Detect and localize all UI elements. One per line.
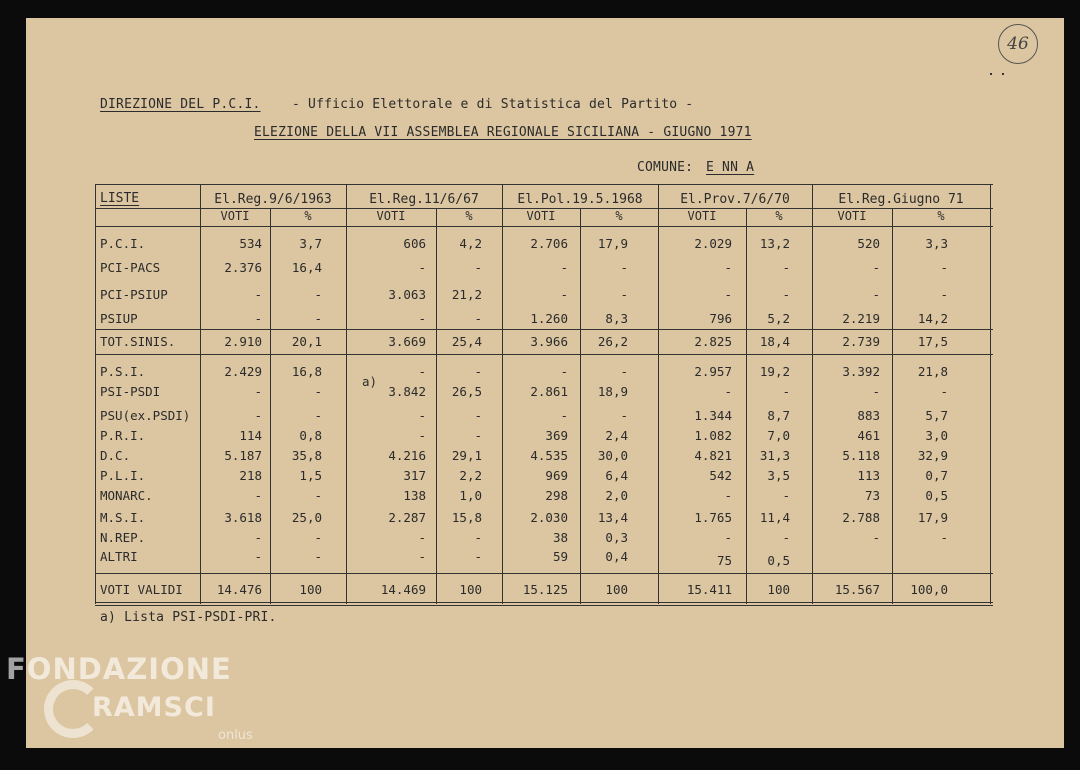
pct-cell: 0,5	[767, 553, 790, 568]
row-label: P.R.I.	[100, 428, 146, 443]
row-label: P.C.I.	[100, 236, 146, 251]
sub-header-voti: VOTI	[220, 209, 250, 223]
pct-cell: 19,2	[759, 364, 790, 379]
votes-cell: 606	[403, 236, 426, 251]
pct-cell: -	[620, 408, 628, 423]
votes-cell: -	[560, 260, 568, 275]
header-election-title: ELEZIONE DELLA VII ASSEMBLEA REGIONALE SICILIANA - GIUGNO 1971	[254, 125, 752, 140]
row-label: MONARC.	[100, 488, 153, 503]
pct-cell: 6,4	[605, 468, 628, 483]
pct-cell: 2,2	[459, 468, 482, 483]
votes-cell: 2.029	[694, 236, 732, 251]
votes-cell: -	[724, 384, 732, 399]
votes-cell: -	[418, 364, 426, 379]
votes-cell: -	[872, 287, 880, 302]
pct-cell: 31,3	[759, 448, 790, 463]
votes-cell: -	[724, 530, 732, 545]
votes-cell: -	[254, 488, 262, 503]
table-right-border	[990, 184, 991, 604]
votes-cell: 2.287	[388, 510, 426, 525]
pct-cell: -	[782, 384, 790, 399]
votes-cell: 5.187	[224, 448, 262, 463]
pct-cell: 100	[299, 582, 322, 597]
pct-cell: -	[940, 260, 948, 275]
sub-header-voti: VOTI	[687, 209, 717, 223]
row-label: N.REP.	[100, 530, 146, 545]
votes-cell: 534	[239, 236, 262, 251]
votes-cell: -	[872, 384, 880, 399]
pct-cell: -	[474, 260, 482, 275]
votes-cell: 218	[239, 468, 262, 483]
votes-cell: 2.788	[842, 510, 880, 525]
votes-cell: 1.260	[530, 311, 568, 326]
votes-cell: -	[418, 408, 426, 423]
votes-cell: 75	[716, 553, 732, 568]
table-top-rule	[95, 184, 993, 185]
votes-cell: 2.706	[530, 236, 568, 251]
votes-cell: -	[560, 408, 568, 423]
pct-cell: 0,5	[925, 488, 948, 503]
pct-cell: 16,8	[291, 364, 322, 379]
pct-cell: 21,8	[917, 364, 948, 379]
votes-cell: 796	[709, 311, 732, 326]
pct-cell: -	[314, 408, 322, 423]
votes-cell: -	[872, 260, 880, 275]
pct-cell: 11,4	[759, 510, 790, 525]
pct-cell: -	[620, 287, 628, 302]
header-org: DIREZIONE DEL P.C.I.	[100, 97, 261, 112]
pct-cell: 29,1	[451, 448, 482, 463]
pct-cell: -	[314, 530, 322, 545]
sub-header-pct: %	[304, 209, 312, 223]
pct-cell: 16,4	[291, 260, 322, 275]
pct-cell: 1,0	[459, 488, 482, 503]
pct-cell: 100	[459, 582, 482, 597]
votes-cell: 969	[545, 468, 568, 483]
votes-cell: -	[724, 287, 732, 302]
table-left-border	[95, 184, 96, 604]
pct-cell: 100	[767, 582, 790, 597]
votes-cell: -	[254, 287, 262, 302]
votes-cell: 461	[857, 428, 880, 443]
pct-cell: -	[782, 260, 790, 275]
sub-header-voti: VOTI	[526, 209, 556, 223]
pct-cell: 5,7	[925, 408, 948, 423]
row-label: PSIUP	[100, 311, 138, 326]
pct-cell: 4,2	[459, 236, 482, 251]
votes-cell: 2.219	[842, 311, 880, 326]
pct-cell: 0,8	[299, 428, 322, 443]
pct-cell: -	[314, 287, 322, 302]
pct-cell: -	[474, 311, 482, 326]
row-label: ALTRI	[100, 549, 138, 564]
election-header-4: El.Prov.7/6/70	[680, 192, 790, 207]
votes-cell: 38	[552, 530, 568, 545]
votes-cell: 2.910	[224, 334, 262, 349]
subheader-rule	[95, 226, 993, 227]
pct-cell: 18,9	[597, 384, 628, 399]
votes-cell: 5.118	[842, 448, 880, 463]
votes-cell: 2.861	[530, 384, 568, 399]
pct-cell: -	[620, 260, 628, 275]
votes-cell: 1.765	[694, 510, 732, 525]
note-marker: a)	[362, 374, 378, 389]
pct-cell: 3,3	[925, 236, 948, 251]
pct-cell: 7,0	[767, 428, 790, 443]
pct-cell: 0,4	[605, 549, 628, 564]
votes-cell: -	[418, 530, 426, 545]
sub-header-pct: %	[615, 209, 623, 223]
votes-cell: -	[418, 260, 426, 275]
row-label: M.S.I.	[100, 510, 146, 525]
votes-cell: 298	[545, 488, 568, 503]
pct-cell: -	[940, 530, 948, 545]
pct-cell: 3,5	[767, 468, 790, 483]
pct-cell: 26,5	[451, 384, 482, 399]
pct-cell: 17,9	[597, 236, 628, 251]
watermark-line2: RAMSCI	[92, 692, 216, 723]
votes-cell: 3.392	[842, 364, 880, 379]
votes-cell: 4.535	[530, 448, 568, 463]
pct-cell: 8,3	[605, 311, 628, 326]
pct-cell: 2,4	[605, 428, 628, 443]
row-label: PSU(ex.PSDI)	[100, 408, 191, 423]
votes-cell: 369	[545, 428, 568, 443]
pct-cell: -	[620, 364, 628, 379]
votes-cell: 14.469	[380, 582, 426, 597]
row-label: VOTI VALIDI	[100, 582, 183, 597]
pct-cell: 30,0	[597, 448, 628, 463]
row-label: TOT.SINIS.	[100, 334, 176, 349]
watermark-line3: onlus	[218, 728, 253, 743]
sub-header-voti: VOTI	[837, 209, 867, 223]
row-label: PCI-PSIUP	[100, 287, 168, 302]
votes-cell: 138	[403, 488, 426, 503]
pct-cell: 14,2	[917, 311, 948, 326]
sub-header-voti: VOTI	[376, 209, 406, 223]
votes-cell: -	[254, 311, 262, 326]
votes-cell: 2.429	[224, 364, 262, 379]
votes-cell: 2.739	[842, 334, 880, 349]
pct-cell: 3,7	[299, 236, 322, 251]
votes-cell: -	[418, 549, 426, 564]
votes-cell: -	[254, 384, 262, 399]
election-header-2: El.Reg.11/6/67	[369, 192, 479, 207]
pct-cell: 25,0	[291, 510, 322, 525]
votes-cell: 15.125	[522, 582, 568, 597]
pct-cell: -	[314, 549, 322, 564]
sub-header-pct: %	[465, 209, 473, 223]
votes-cell: 1.344	[694, 408, 732, 423]
election-header-1: El.Reg.9/6/1963	[214, 192, 332, 207]
pct-cell: 21,2	[451, 287, 482, 302]
pct-cell: 100	[605, 582, 628, 597]
header-office: - Ufficio Elettorale e di Statistica del Partito -	[292, 97, 694, 112]
page-number-circle: 46	[998, 24, 1038, 64]
pct-cell: -	[474, 549, 482, 564]
watermark-line1: FONDAZIONE	[6, 652, 232, 686]
votes-cell: 3.669	[388, 334, 426, 349]
pct-cell: -	[940, 384, 948, 399]
votes-cell: -	[724, 488, 732, 503]
votes-cell: 114	[239, 428, 262, 443]
votes-cell: 113	[857, 468, 880, 483]
votes-cell: 3.618	[224, 510, 262, 525]
row-label: P.S.I.	[100, 364, 146, 379]
row-label: P.L.I.	[100, 468, 146, 483]
pct-cell: 0,7	[925, 468, 948, 483]
pct-cell: 8,7	[767, 408, 790, 423]
votes-cell: 883	[857, 408, 880, 423]
pct-cell: 15,8	[451, 510, 482, 525]
votes-cell: 15.567	[834, 582, 880, 597]
votes-cell: 2.825	[694, 334, 732, 349]
pct-cell: 18,4	[759, 334, 790, 349]
pct-cell: 2,0	[605, 488, 628, 503]
votes-cell: -	[254, 408, 262, 423]
votes-cell: 2.376	[224, 260, 262, 275]
votes-cell: -	[418, 428, 426, 443]
votes-cell: 1.082	[694, 428, 732, 443]
row-label: D.C.	[100, 448, 131, 463]
votes-cell: 3.842	[388, 384, 426, 399]
pct-cell: -	[314, 384, 322, 399]
valid-rule-top	[95, 573, 993, 574]
pct-cell: -	[474, 408, 482, 423]
row-label: PCI-PACS	[100, 260, 161, 275]
pct-cell: 100,0	[910, 582, 948, 597]
votes-cell: 3.063	[388, 287, 426, 302]
pct-cell: 25,4	[451, 334, 482, 349]
votes-cell: -	[254, 549, 262, 564]
sub-header-pct: %	[937, 209, 945, 223]
pct-cell: 20,1	[291, 334, 322, 349]
pct-cell: 13,4	[597, 510, 628, 525]
votes-cell: 520	[857, 236, 880, 251]
votes-cell: 542	[709, 468, 732, 483]
votes-cell: 4.821	[694, 448, 732, 463]
footnote: a) Lista PSI-PSDI-PRI.	[100, 610, 277, 625]
pct-cell: -	[314, 311, 322, 326]
votes-cell: -	[560, 287, 568, 302]
votes-cell: -	[254, 530, 262, 545]
pct-cell: 5,2	[767, 311, 790, 326]
pct-cell: 17,5	[917, 334, 948, 349]
pct-cell: 35,8	[291, 448, 322, 463]
pct-cell: -	[474, 530, 482, 545]
pct-cell: 3,0	[925, 428, 948, 443]
totals-rule-bottom	[95, 354, 993, 355]
pct-cell: 1,5	[299, 468, 322, 483]
table-bottom-rule	[95, 602, 993, 603]
pct-cell: -	[782, 530, 790, 545]
votes-cell: 3.966	[530, 334, 568, 349]
table-bottom-rule-double	[95, 605, 993, 606]
votes-cell: 59	[552, 549, 568, 564]
pct-cell: -	[782, 488, 790, 503]
election-header-3: El.Pol.19.5.1968	[517, 192, 643, 207]
pct-cell: 13,2	[759, 236, 790, 251]
votes-cell: 2.030	[530, 510, 568, 525]
pct-cell: 26,2	[597, 334, 628, 349]
pct-cell: -	[474, 428, 482, 443]
pct-cell: 0,3	[605, 530, 628, 545]
comune-label: COMUNE:	[637, 160, 694, 175]
totals-rule-top	[95, 329, 993, 330]
comune-value: E NN A	[706, 160, 755, 175]
votes-cell: -	[724, 260, 732, 275]
votes-cell: -	[418, 311, 426, 326]
votes-cell: 73	[864, 488, 880, 503]
votes-cell: 15.411	[686, 582, 732, 597]
pct-cell: -	[474, 364, 482, 379]
liste-header: LISTE	[100, 191, 140, 206]
pct-cell: 17,9	[917, 510, 948, 525]
votes-cell: -	[560, 364, 568, 379]
votes-cell: -	[872, 530, 880, 545]
pct-cell: -	[940, 287, 948, 302]
row-label: PSI-PSDI	[100, 384, 161, 399]
votes-cell: 4.216	[388, 448, 426, 463]
pct-cell: -	[782, 287, 790, 302]
fondazione-gramsci-watermark	[6, 652, 266, 752]
pct-cell: -	[314, 488, 322, 503]
votes-cell: 317	[403, 468, 426, 483]
votes-cell: 14.476	[216, 582, 262, 597]
votes-cell: 2.957	[694, 364, 732, 379]
sub-header-pct: %	[775, 209, 783, 223]
election-header-5: El.Reg.Giugno 71	[838, 192, 964, 207]
pct-cell: 32,9	[917, 448, 948, 463]
